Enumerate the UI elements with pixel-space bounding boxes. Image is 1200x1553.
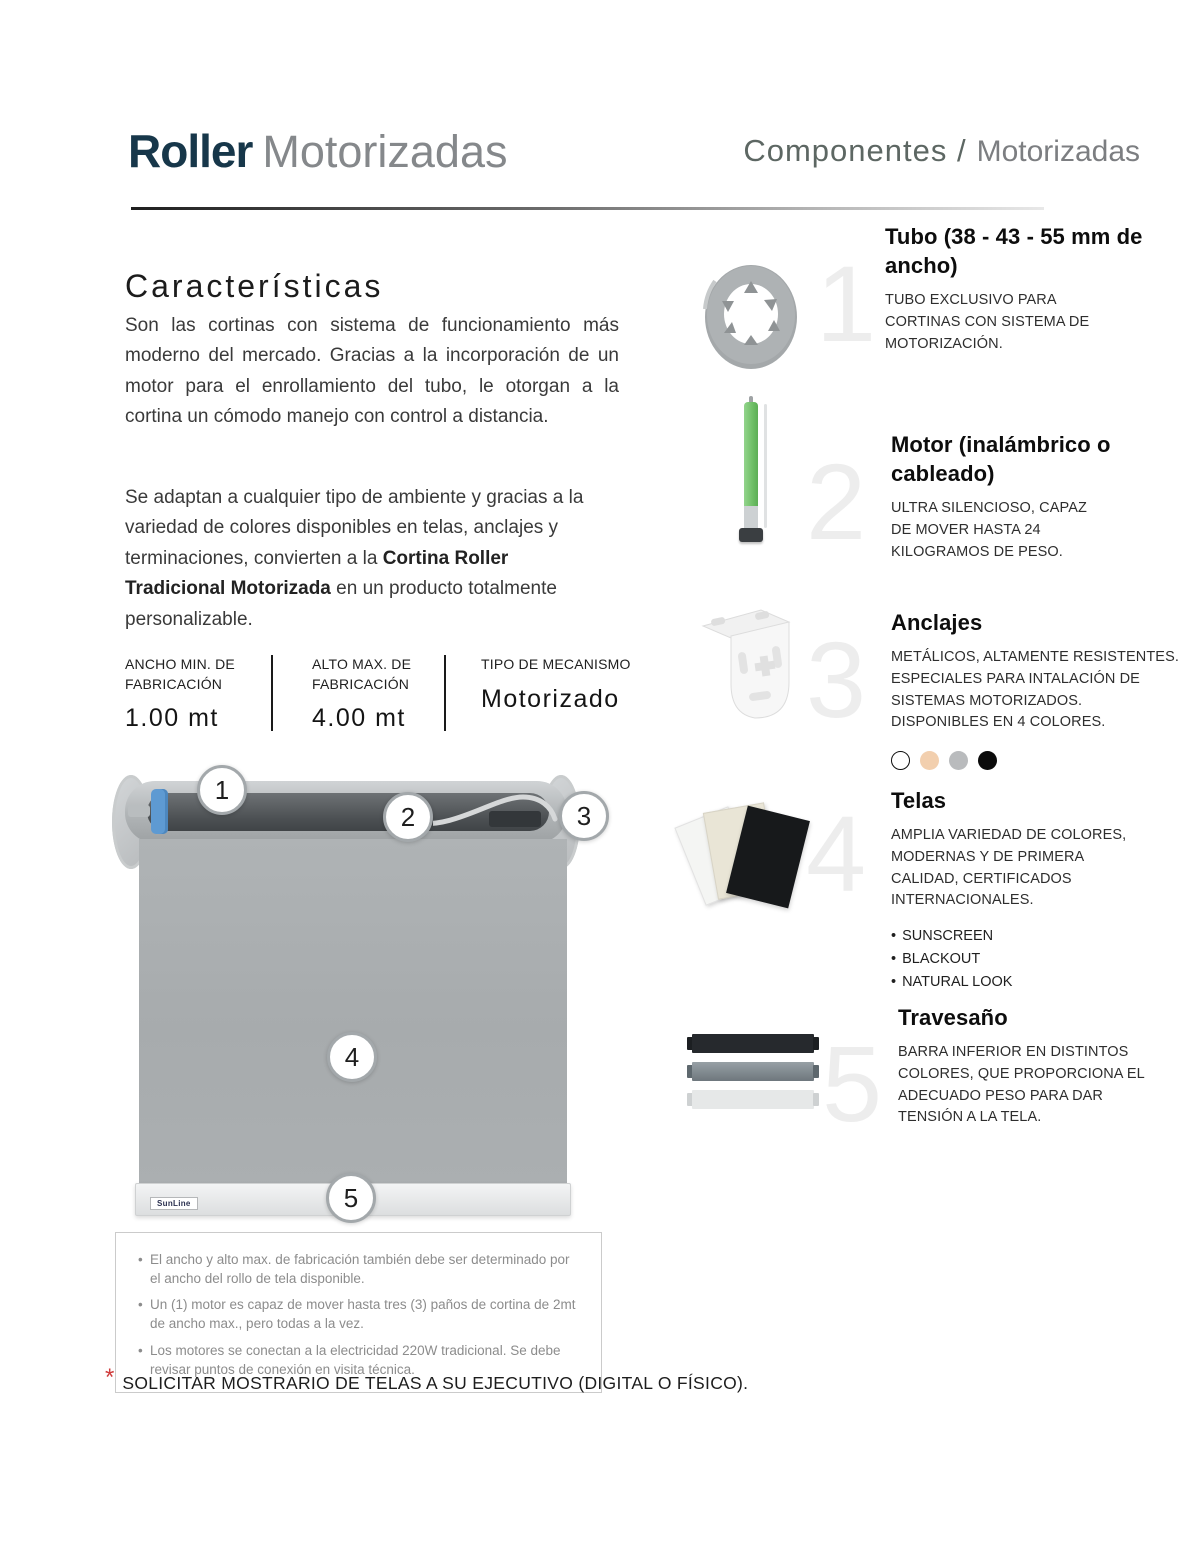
- rail-end-cap: [813, 1037, 819, 1050]
- callout-1-number: 1: [214, 774, 230, 805]
- component-title: Tubo (38 - 43 - 55 mm de ancho): [885, 224, 1143, 279]
- bullet-icon: •: [138, 1297, 143, 1313]
- callout-3-number: 3: [576, 800, 592, 831]
- asterisk-icon: *: [105, 1364, 115, 1391]
- spec-label: ALTO MAX. DE FABRICACIÓN: [312, 656, 412, 692]
- note-text: El ancho y alto max. de fabricación también debe ser determinado por el ancho del rollo de tela disponible.: [150, 1252, 570, 1287]
- component-title: Telas: [891, 788, 947, 813]
- callout-3: [559, 791, 609, 841]
- fabric-type-label: SUNSCREEN: [902, 928, 994, 945]
- component-description: ULTRA SILENCIOSO, CAPAZ DE MOVER HASTA 24 KILOGRAMOS DE PESO.: [891, 500, 1087, 560]
- intro-paragraph-2: [125, 483, 603, 635]
- section-title: Características: [125, 268, 384, 304]
- rail-end-cap: [813, 1093, 819, 1106]
- fabric-type: [891, 925, 1153, 948]
- ghost-number-3: 3: [806, 619, 867, 740]
- component-description: METÁLICOS, ALTAMENTE RESISTENTES. ESPECIALES PARA INTALACIÓN DE SISTEMAS MOTORIZADOS. DISPONIBLES EN 4 COLORES.: [891, 649, 1179, 731]
- bullet-icon: •: [138, 1342, 143, 1358]
- brand-logo-light: Motorizadas: [262, 126, 508, 177]
- spec-divider: [444, 655, 446, 731]
- spec-divider: [271, 655, 273, 731]
- rail-bar: [692, 1090, 814, 1109]
- rail-bar: [692, 1034, 814, 1053]
- motor-image: [738, 396, 772, 548]
- bullet-icon: •: [891, 974, 897, 991]
- spec-ancho-min: [125, 655, 275, 733]
- paragraph2-pre: Se adaptan a cualquier tipo de ambiente y gracias a la variedad de colores disponibles en telas, anclajes y terminaciones, convierten a la: [125, 487, 584, 569]
- brand-logo-bold: Roller: [128, 125, 253, 177]
- fabric-type: [891, 971, 1153, 994]
- callout-4: [327, 1032, 377, 1082]
- tube-cross-section-image: [702, 261, 800, 373]
- rail-end-cap: [813, 1065, 819, 1078]
- spec-alto-max: [312, 655, 452, 733]
- component-title: Anclajes: [891, 610, 983, 635]
- note-text: Los motores se conectan a la electricidad 220W tradicional. Se debe revisar puntos de conexión en visita técnica.: [150, 1342, 561, 1377]
- bullet-icon: •: [891, 928, 897, 945]
- callout-2-number: 2: [400, 801, 416, 832]
- color-swatch-beige: [920, 751, 939, 770]
- component-telas: [891, 786, 1153, 995]
- callout-5: [326, 1173, 376, 1223]
- rail-bar: [692, 1062, 814, 1081]
- component-title: Travesaño: [898, 1005, 1008, 1030]
- fabric-type-label: BLACKOUT: [902, 951, 981, 968]
- rail-dark: [687, 1034, 819, 1053]
- rail-gray: [687, 1062, 819, 1081]
- motor-silver-section: [744, 506, 758, 528]
- fabric-swatches-image: [686, 804, 818, 912]
- ghost-number-1: 1: [816, 243, 877, 364]
- component-description: TUBO EXCLUSIVO PARA CORTINAS CON SISTEMA DE MOTORIZACIÓN.: [885, 292, 1090, 352]
- component-description: BARRA INFERIOR EN DISTINTOS COLORES, QUE PROPORCIONA EL ADECUADO PESO PARA DAR TENSIÓN A LA TELA.: [898, 1044, 1145, 1126]
- callout-5-number: 5: [343, 1182, 359, 1213]
- callout-2: [383, 792, 433, 842]
- intro-paragraph-1: Son las cortinas con sistema de funcionamiento más moderno del mercado. Gracias a la incorporación de un motor para el enrollamiento del tubo, le otorgan a la cortina un cómodo manejo con control a distancia.: [125, 315, 619, 428]
- fabric-panel: [139, 839, 567, 1185]
- breadcrumb: [620, 133, 1140, 169]
- color-swatch-white: [891, 751, 910, 770]
- spec-label: ANCHO MIN. DE FABRICACIÓN: [125, 656, 235, 692]
- paragraph2-bold: Cortina Roller Tradicional Motorizada: [125, 547, 509, 600]
- component-description: AMPLIA VARIEDAD DE COLORES, MODERNAS Y DE PRIMERA CALIDAD, CERTIFICADOS INTERNACIONALES.: [891, 827, 1127, 909]
- footer-note: [105, 1366, 748, 1394]
- motor-antenna: [764, 404, 767, 528]
- note-item: [138, 1250, 583, 1288]
- callout-4-number: 4: [344, 1041, 360, 1072]
- anchor-bracket-image: [697, 604, 793, 724]
- ghost-number-5: 5: [822, 1023, 883, 1144]
- color-swatch-black: [978, 751, 997, 770]
- spec-label: TIPO DE MECANISMO: [481, 656, 631, 672]
- paragraph2-post: en un producto totalmente personalizable.: [125, 578, 557, 630]
- spec-value: 1.00 mt: [125, 704, 219, 733]
- note-text: Un (1) motor es capaz de mover hasta tres (3) paños de cortina de 2mt de ancho max., pero todas a la vez.: [150, 1297, 576, 1332]
- component-anclajes: [891, 608, 1179, 770]
- tube-pin: [128, 805, 150, 817]
- motor-head-ring: [151, 789, 168, 834]
- fabric-types-list: [891, 925, 1153, 995]
- component-title: Motor (inalámbrico o cableado): [891, 432, 1111, 487]
- header-divider: [131, 207, 1044, 210]
- fabric-type: [891, 948, 1153, 971]
- breadcrumb-page: Motorizadas: [976, 135, 1140, 168]
- note-item: [138, 1295, 583, 1333]
- ghost-number-4: 4: [806, 793, 867, 914]
- bottom-rail-image: [687, 1034, 819, 1118]
- bullet-icon: •: [138, 1252, 143, 1267]
- spec-value: 4.00 mt: [312, 704, 406, 733]
- ghost-number-2: 2: [806, 441, 867, 562]
- component-tubo: [885, 222, 1147, 355]
- brand-logo: [128, 124, 507, 178]
- spec-value: Motorizado: [481, 684, 620, 713]
- fabric-type-label: NATURAL LOOK: [902, 974, 1013, 991]
- component-motor: [891, 430, 1131, 563]
- color-swatch-gray: [949, 751, 968, 770]
- callout-1: [197, 765, 247, 815]
- roller-blind-diagram: [115, 763, 592, 1225]
- footer-text: SOLICITAR MOSTRARIO DE TELAS A SU EJECUTIVO (DIGITAL O FÍSICO).: [122, 1373, 749, 1393]
- breadcrumb-section: Componentes /: [743, 133, 967, 168]
- motor-cap: [739, 528, 763, 542]
- component-travesano: [898, 1003, 1150, 1129]
- spec-tipo-mecanismo: [481, 655, 641, 714]
- brand-label: SunLine: [150, 1197, 198, 1210]
- anchor-color-options: [891, 751, 1179, 770]
- bullet-icon: •: [891, 951, 897, 968]
- rail-light: [687, 1090, 819, 1109]
